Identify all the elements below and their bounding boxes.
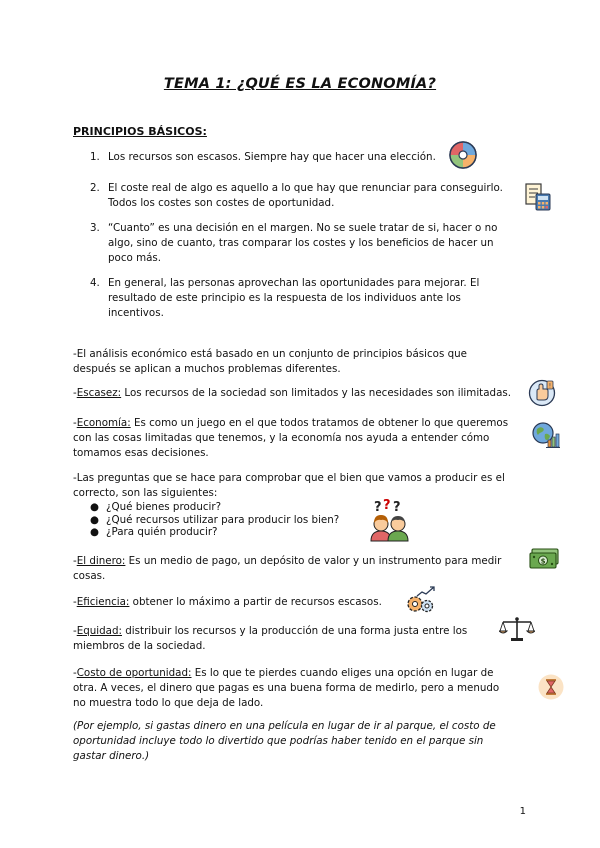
hand-scarcity-icon (528, 379, 556, 407)
hourglass-icon (538, 674, 564, 700)
escasez-definition: -Escasez: Los recursos de la sociedad son limitados y las necesidades son ilimitadas. (73, 387, 512, 399)
svg-text:?: ? (374, 500, 382, 515)
preguntas-paragraph: -Las preguntas que se hace para comprobar que el bien que vamos a producir es el correcto, son las siguientes: (73, 472, 505, 500)
intro-paragraph: -El análisis económico está basado en un conjunto de principios básicos que después se aplican a muchos problemas diferentes. (73, 348, 467, 376)
svg-text:$: $ (540, 557, 546, 566)
list-item: ● ¿Para quién producir? (90, 526, 218, 538)
money-bill-icon (529, 548, 559, 572)
svg-text:!: ! (548, 382, 552, 390)
list-item: 1. Los recursos son escasos. Siempre hay que hacer una elección. (90, 151, 436, 163)
page-number: 1 (519, 806, 526, 817)
coste-oportunidad-definition: -Costo de oportunidad: Es lo que te pierdes cuando eliges una opción en lugar de otra. A veces, el dinero que pagas es una buena forma de medirlo, pero a menudo no muestra todo lo que deja de lado. (73, 667, 500, 710)
list-item: ● ¿Qué recursos utilizar para producir los bien? (90, 513, 340, 526)
example-paragraph: (Por ejemplo, si gastas dinero en una película en lugar de ir al parque, el costo de oportunidad incluye todo lo divertido que podrías haber tenido en el parque sin gastar dinero.) (73, 720, 496, 763)
list-item: ● ¿Qué bienes producir? (90, 501, 222, 513)
calculator-receipt-icon (525, 183, 551, 211)
economia-definition: -Economía: Es como un juego en el que todos tratamos de obtener lo que queremos con las cosas limitadas que tenemos, y la economía nos ayuda a entender cómo tomamos esas decisiones. (73, 417, 509, 460)
scales-icon (499, 616, 535, 642)
decision-wheel-icon (449, 141, 477, 169)
list-item: 2. El coste real de algo es aquello a lo que hay que renunciar para conseguirlo. Todos los costes son costes de oportunidad. (90, 182, 503, 210)
gears-chart-icon (405, 586, 437, 614)
people-question-icon (368, 498, 412, 542)
list-item: 3. “Cuanto” es una decisión en el margen. No se suele tratar de si, hacer o no algo, sino de cuanto, tras comparar los costes y los beneficios de hacer un poco más. (90, 222, 498, 265)
svg-text:?: ? (393, 500, 401, 515)
svg-text:?: ? (383, 498, 391, 513)
bullet-list (90, 501, 339, 539)
principles-heading: PRINCIPIOS BÁSICOS: (73, 125, 207, 138)
equidad-definition: -Equidad: distribuir los recursos y la producción de una forma justa entre los miembros de la sociedad. (73, 625, 468, 653)
page-title: TEMA 1: ¿QUÉ ES LA ECONOMÍA? (163, 76, 437, 92)
globe-chart-icon (532, 421, 560, 449)
eficiencia-definition: -Eficiencia: obtener lo máximo a partir de recursos escasos. (73, 596, 382, 608)
list-item: 4. En general, las personas aprovechan las oportunidades para mejorar. El resultado de este principio es la respuesta de los individuos ante los incentivos. (90, 277, 480, 320)
dinero-definition: -El dinero: Es un medio de pago, un depósito de valor y un instrumento para medir cosas. (73, 555, 502, 583)
